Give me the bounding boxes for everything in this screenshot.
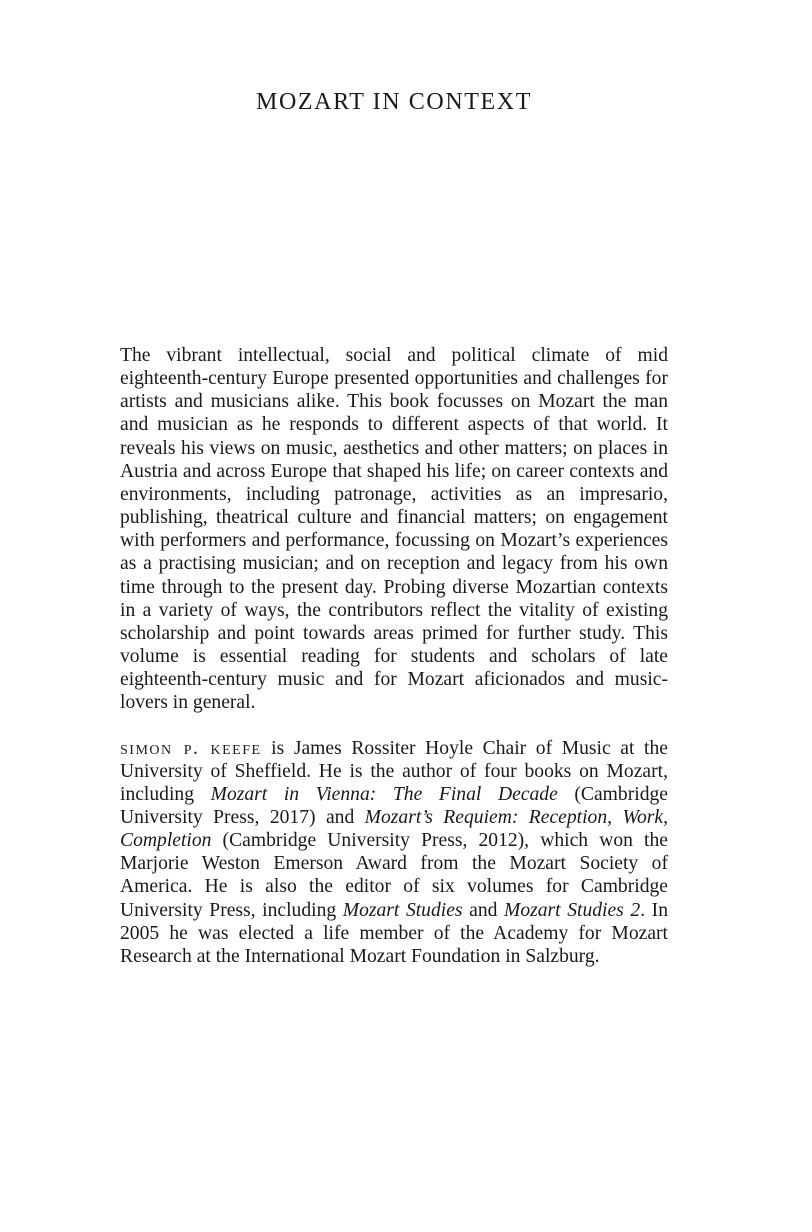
description-paragraph: The vibrant intellectual, social and political climate of mid eighteenth-century Europe presented opportunities and challenges for artists and musicians alike. This book focusses on Mozart the man and musician as he responds to different aspects of that world. It reveals his views on music, aesthetics and other matters; on places in Austria and across Europe that shaped his life; on career contexts and environments, including patronage, activities as an impresario, publishing, theatrical culture and financial matters; on engagement with performers and performance, focussing on Mozart’s experiences as a practising musician; and on reception and legacy from his own time through to the present day. Probing diverse Mozartian contexts in a variety of ways, the contributors reflect the vitality of existing scholarship and point towards areas primed for further study. This volume is essential reading for students and scholars of late eighteenth-century music and for Mozart aficionados and music-lovers in general. (120, 345, 668, 714)
bio-text: is James Rossiter Hoyle Chair of Music at the University of Sheffield. He is the author of four books on Mozart, including (120, 737, 668, 805)
book-title: Mozart Studies (342, 899, 463, 921)
page-title: MOZART IN CONTEXT (256, 89, 532, 115)
bio-text: and (462, 899, 505, 921)
body-text (120, 344, 668, 968)
author-bio-paragraph (120, 737, 668, 969)
bio-text: (Cambridge University Press, 2012), which won the Marjorie Weston Emerson Award from the Mozart Society of America. He is also the editor of six volumes for Cambridge University Press, including (120, 830, 668, 921)
bio-text: . In 2005 he was elected a life member of the Academy for Mozart Research at the International Mozart Foundation in Salzburg. (120, 899, 668, 967)
bio-text: (Cambridge University Press, 2017) and (120, 783, 668, 828)
book-title: Mozart’s Requiem: Reception, Work, Completion (120, 806, 668, 852)
book-title: Mozart in Vienna: The Final Decade (210, 783, 558, 805)
book-title: Mozart Studies 2 (504, 899, 641, 921)
author-name: simon p. keefe (120, 737, 262, 759)
